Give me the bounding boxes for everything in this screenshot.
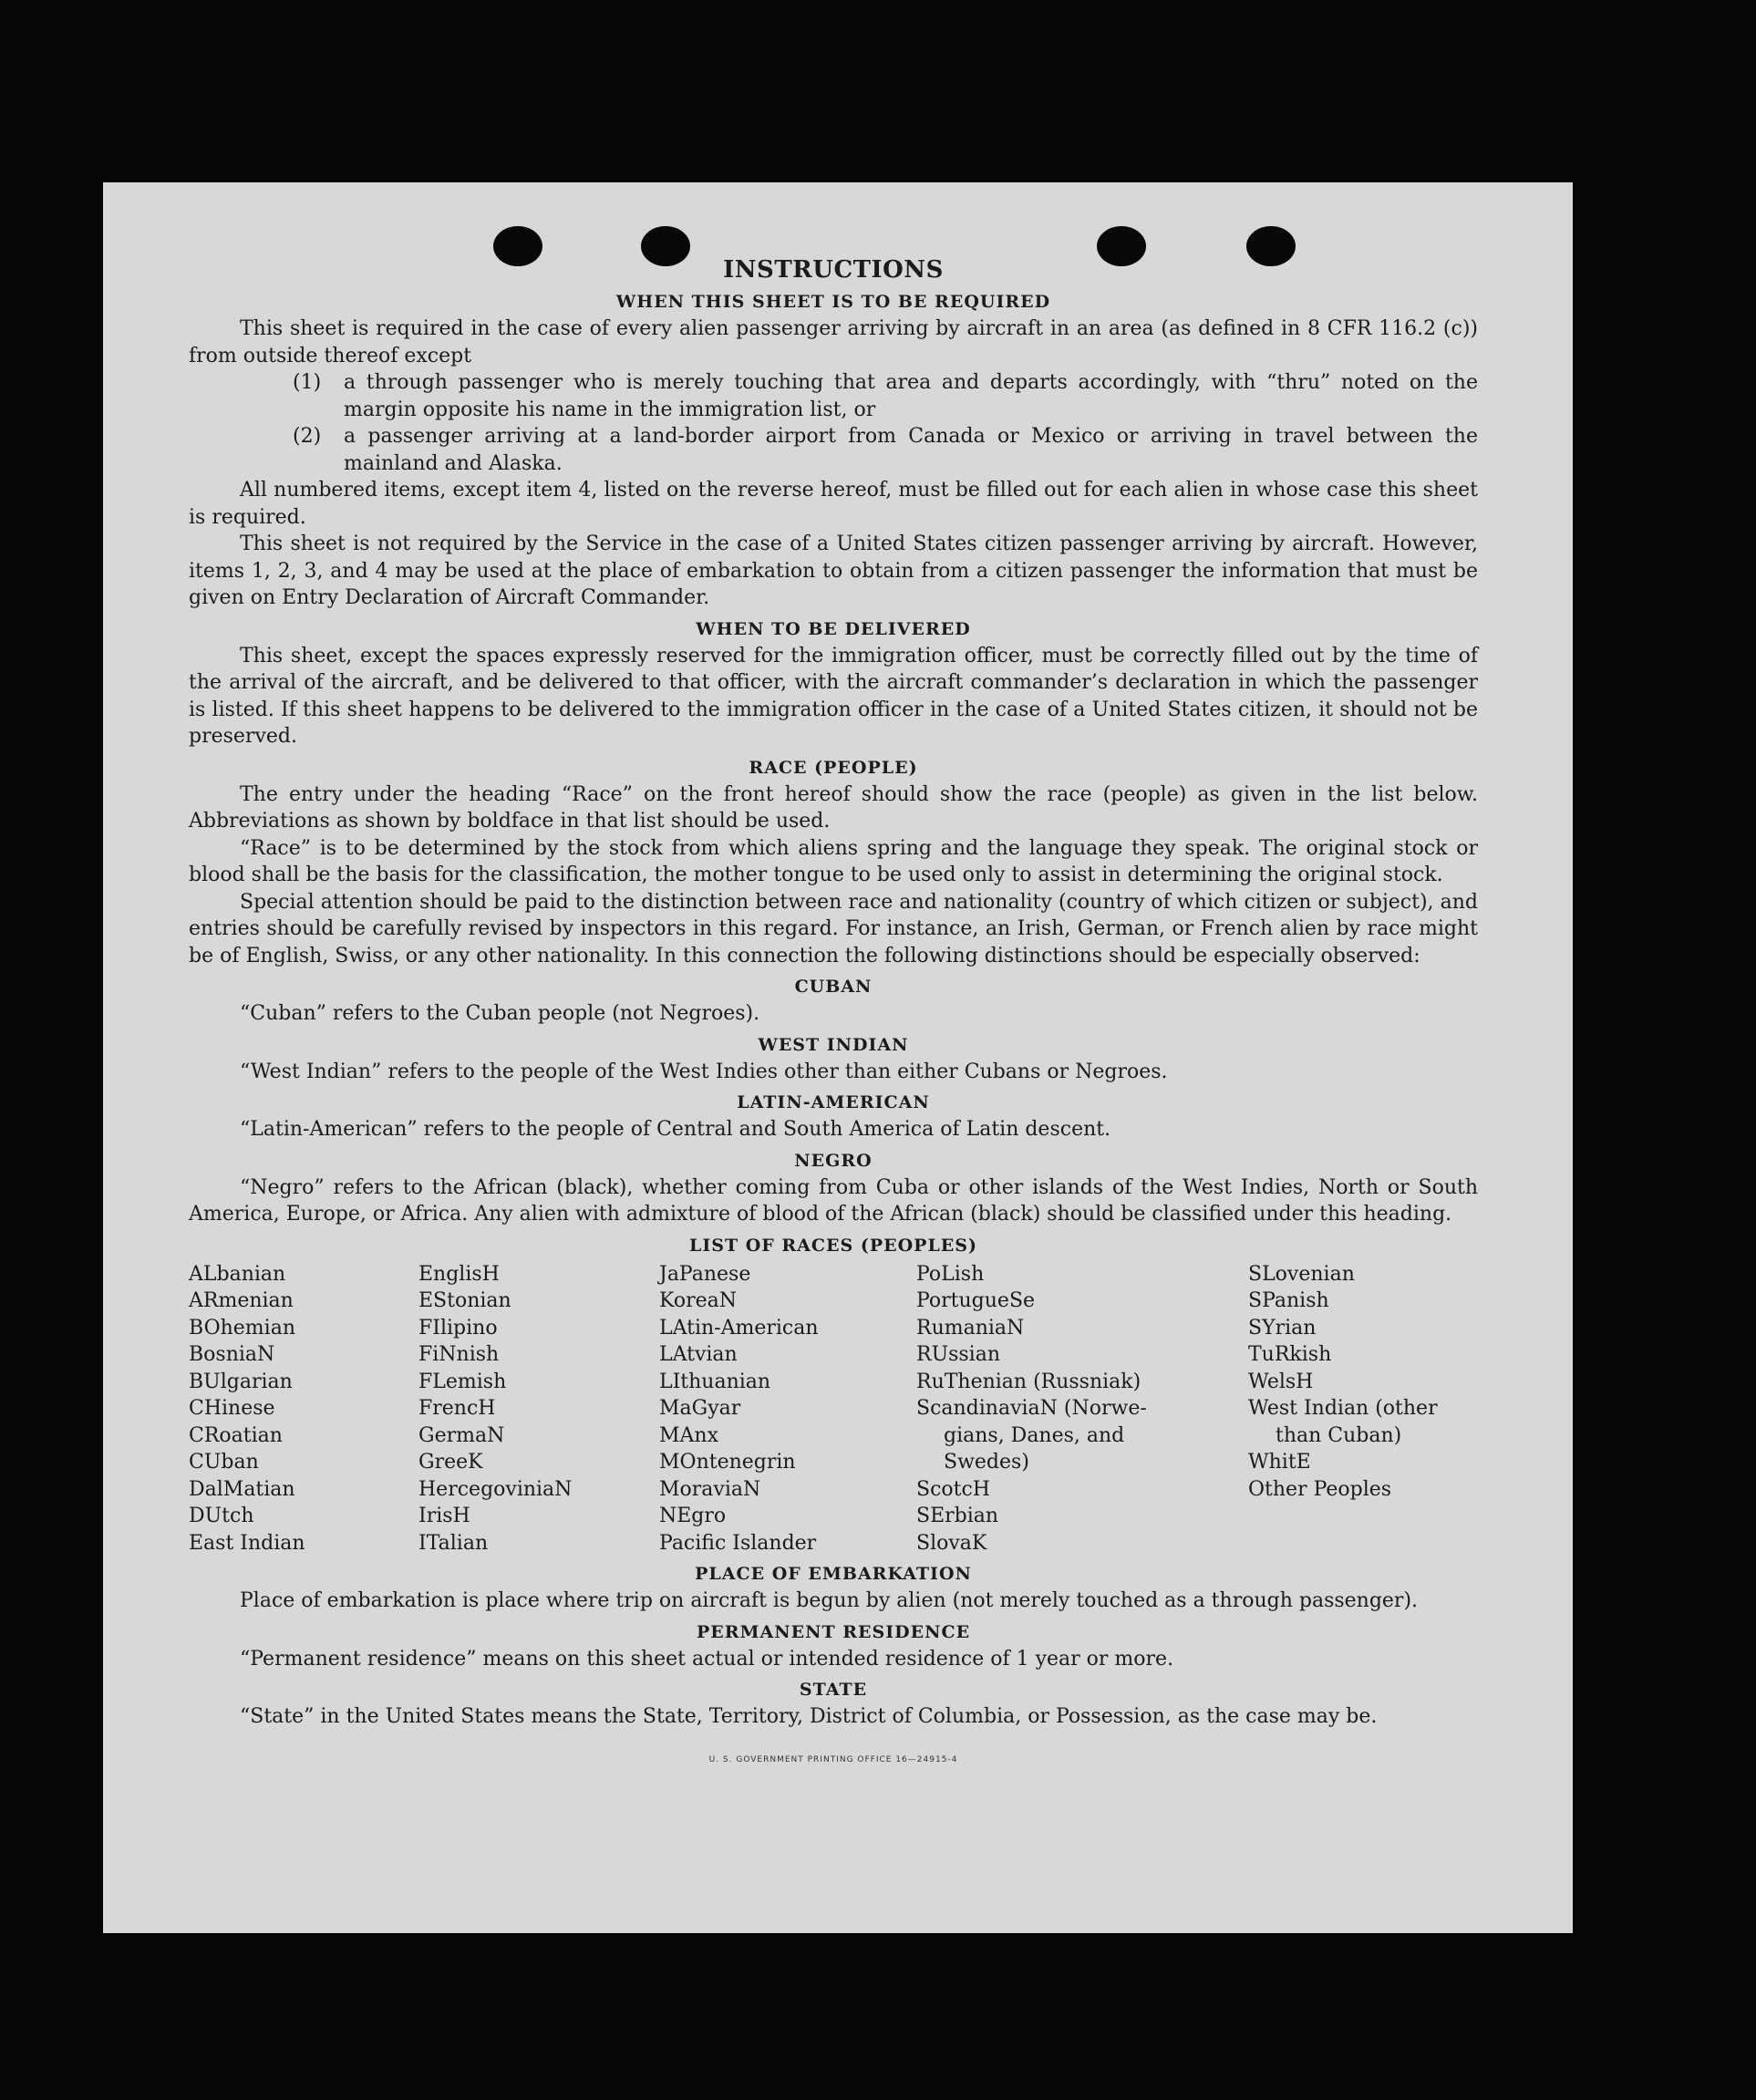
race-entry: ScandinaviaN (Norwe- (916, 1397, 1147, 1420)
race-entry: ScotcH (916, 1477, 990, 1501)
printer-imprint: U. S. GOVERNMENT PRINTING OFFICE 16—24915-4 (708, 1754, 958, 1764)
race-entry: LAtvian (659, 1343, 738, 1366)
paragraph: “Negro” refers to the African (black), whether coming from Cuba or other islands of the West Indies, North or South America, Europe, or Africa. Any alien with admixture of blood of the African (black) should be classified under this heading. (189, 1175, 1478, 1226)
races-column (418, 1261, 659, 1557)
race-entry: West Indian (other (1248, 1397, 1438, 1420)
section-heading: STATE (799, 1680, 868, 1700)
race-entry: MaGyar (659, 1397, 741, 1420)
paragraph: The entry under the heading “Race” on the front hereof should show the race (people) as given in the list below. Abbreviations as shown by boldface in that list should be used. (189, 782, 1478, 833)
race-entry: FrencH (418, 1397, 496, 1420)
section-heading: LATIN-AMERICAN (737, 1092, 930, 1112)
race-entry: PoLish (916, 1262, 985, 1286)
race-entry: SPanish (1248, 1289, 1329, 1312)
race-entry: SLovenian (1248, 1262, 1355, 1286)
page-title: INSTRUCTIONS (723, 256, 944, 284)
races-column (189, 1261, 418, 1557)
races-column (1248, 1261, 1478, 1557)
item-text: a through passenger who is merely touching that area and departs accordingly, with “thru” noted on the margin opposite his name in the immigration list, or (344, 371, 1478, 421)
race-entry: SlovaK (916, 1531, 987, 1555)
paragraph: “Race” is to be determined by the stock from which aliens spring and the language they speak. The original stock or blood shall be the basis for the classification, the mother tongue to be used only to assist in determining the original stock. (189, 836, 1478, 886)
paragraph: This sheet, except the spaces expressly reserved for the immigration officer, must be correctly filled out by the time of the arrival of the aircraft, and be delivered to that officer, with the aircraft commander’s declaration in which the passenger is listed. If this sheet happens to be delivered to the immigration officer in the case of a United States citizen, it should not be preserved. (189, 644, 1478, 748)
race-entry: CRoatian (189, 1423, 283, 1447)
section-heading: WEST INDIAN (758, 1034, 909, 1055)
paragraph: “Latin-American” refers to the people of Central and South America of Latin descent. (240, 1118, 1111, 1141)
race-entry: GermaN (418, 1423, 505, 1447)
race-entry: FIlipino (418, 1316, 498, 1340)
race-entry: IrisH (418, 1505, 470, 1527)
race-entry: FLemish (418, 1370, 507, 1393)
race-entry: GreeK (418, 1451, 483, 1474)
race-entry: KoreaN (659, 1289, 737, 1312)
race-entry: EnglisH (418, 1262, 500, 1286)
item-text: a passenger arriving at a land-border airport from Canada or Mexico or arriving in travel between the mainland and Alaska. (344, 425, 1478, 475)
race-entry: LIthuanian (659, 1370, 771, 1393)
race-entry: RuThenian (Russniak) (916, 1370, 1141, 1393)
race-entry: LAtin-American (659, 1316, 819, 1340)
paragraph: Place of embarkation is place where trip on aircraft is begun by alien (not merely touched as a through passenger). (240, 1589, 1419, 1612)
race-entry: SYrian (1248, 1316, 1317, 1340)
race-entry: BosniaN (189, 1343, 275, 1366)
section-heading: LIST OF RACES (PEOPLES) (689, 1235, 977, 1256)
race-entry: EStonian (418, 1289, 511, 1312)
race-entry: Other Peoples (1248, 1477, 1392, 1501)
race-entry: ARmenian (189, 1289, 294, 1312)
race-entry: MOntenegrin (659, 1451, 796, 1474)
race-entry: CHinese (189, 1397, 275, 1420)
race-entry: DUtch (189, 1505, 254, 1527)
paragraph: “Cuban” refers to the Cuban people (not Negroes). (240, 1002, 760, 1025)
section-heading: PERMANENT RESIDENCE (696, 1621, 971, 1642)
paragraph: This sheet is required in the case of every alien passenger arriving by aircraft in an area (as defined in 8 CFR 116.2 (c)) from outside thereof except (189, 317, 1478, 367)
paragraph: Special attention should be paid to the distinction between race and nationality (country of which citizen or subject), and entries should be carefully revised by inspectors in this regard. For instance, an Irish, German, or French alien by race might be of English, Swiss, or any other nationality. In this connection the following distinctions should be especially observed: (189, 890, 1478, 967)
paragraph: This sheet is not required by the Service in the case of a United States citizen passenger arriving by aircraft. However, items 1, 2, 3, and 4 may be used at the place of embarkation to obtain from a citizen passenger the information that must be given on Entry Declaration of Aircraft Commander. (189, 533, 1478, 609)
paragraph: All numbered items, except item 4, listed on the reverse hereof, must be filled out for each alien in whose case this sheet is required. (189, 479, 1478, 529)
document-sheet (103, 182, 1573, 1933)
instructions-content (189, 255, 1478, 1774)
race-entry: MAnx (659, 1423, 718, 1447)
race-entry: Pacific Islander (659, 1531, 817, 1555)
race-entry: NEgro (659, 1505, 727, 1527)
race-entry: BUlgarian (189, 1370, 293, 1393)
race-entry: WelsH (1248, 1370, 1314, 1393)
race-entry: Swedes) (944, 1451, 1029, 1474)
races-table (189, 1261, 1478, 1557)
section-heading: RACE (PEOPLE) (749, 757, 918, 778)
race-entry: East Indian (189, 1531, 305, 1555)
race-entry: MoraviaN (659, 1477, 761, 1501)
race-entry: PortugueSe (916, 1289, 1036, 1312)
paragraph: “Permanent residence” means on this sheet actual or intended residence of 1 year or more. (240, 1647, 1174, 1671)
race-entry: CUban (189, 1451, 259, 1474)
race-entry: SErbian (916, 1505, 999, 1527)
race-entry: HercegoviniaN (418, 1477, 573, 1501)
race-entry: ITalian (418, 1531, 489, 1555)
list-item (293, 369, 1478, 423)
race-entry: FiNnish (418, 1343, 500, 1366)
section-heading: WHEN TO BE DELIVERED (696, 618, 971, 639)
races-column (916, 1261, 1248, 1557)
item-number: (1) (293, 371, 322, 394)
section-heading: CUBAN (794, 977, 873, 997)
section-heading: WHEN THIS SHEET IS TO BE REQUIRED (615, 292, 1051, 312)
race-entry: WhitE (1248, 1451, 1311, 1474)
item-number: (2) (293, 425, 322, 448)
section-heading: PLACE OF EMBARKATION (695, 1564, 972, 1584)
race-entry: DalMatian (189, 1477, 295, 1501)
race-entry: ALbanian (189, 1262, 286, 1286)
section-heading: NEGRO (794, 1150, 873, 1171)
race-entry: TuRkish (1248, 1343, 1332, 1366)
paragraph: “West Indian” refers to the people of the West Indies other than either Cubans or Negroes. (240, 1060, 1168, 1083)
race-entry: than Cuban) (1276, 1423, 1402, 1447)
race-entry: JaPanese (659, 1262, 751, 1286)
race-entry: BOhemian (189, 1316, 295, 1340)
race-entry: gians, Danes, and (944, 1423, 1125, 1447)
race-entry: RUssian (916, 1343, 1001, 1366)
races-column (659, 1261, 916, 1557)
race-entry: RumaniaN (916, 1316, 1025, 1340)
paragraph: “State” in the United States means the State, Territory, District of Columbia, or Possession, as the case may be. (240, 1705, 1378, 1728)
list-item (293, 423, 1478, 477)
